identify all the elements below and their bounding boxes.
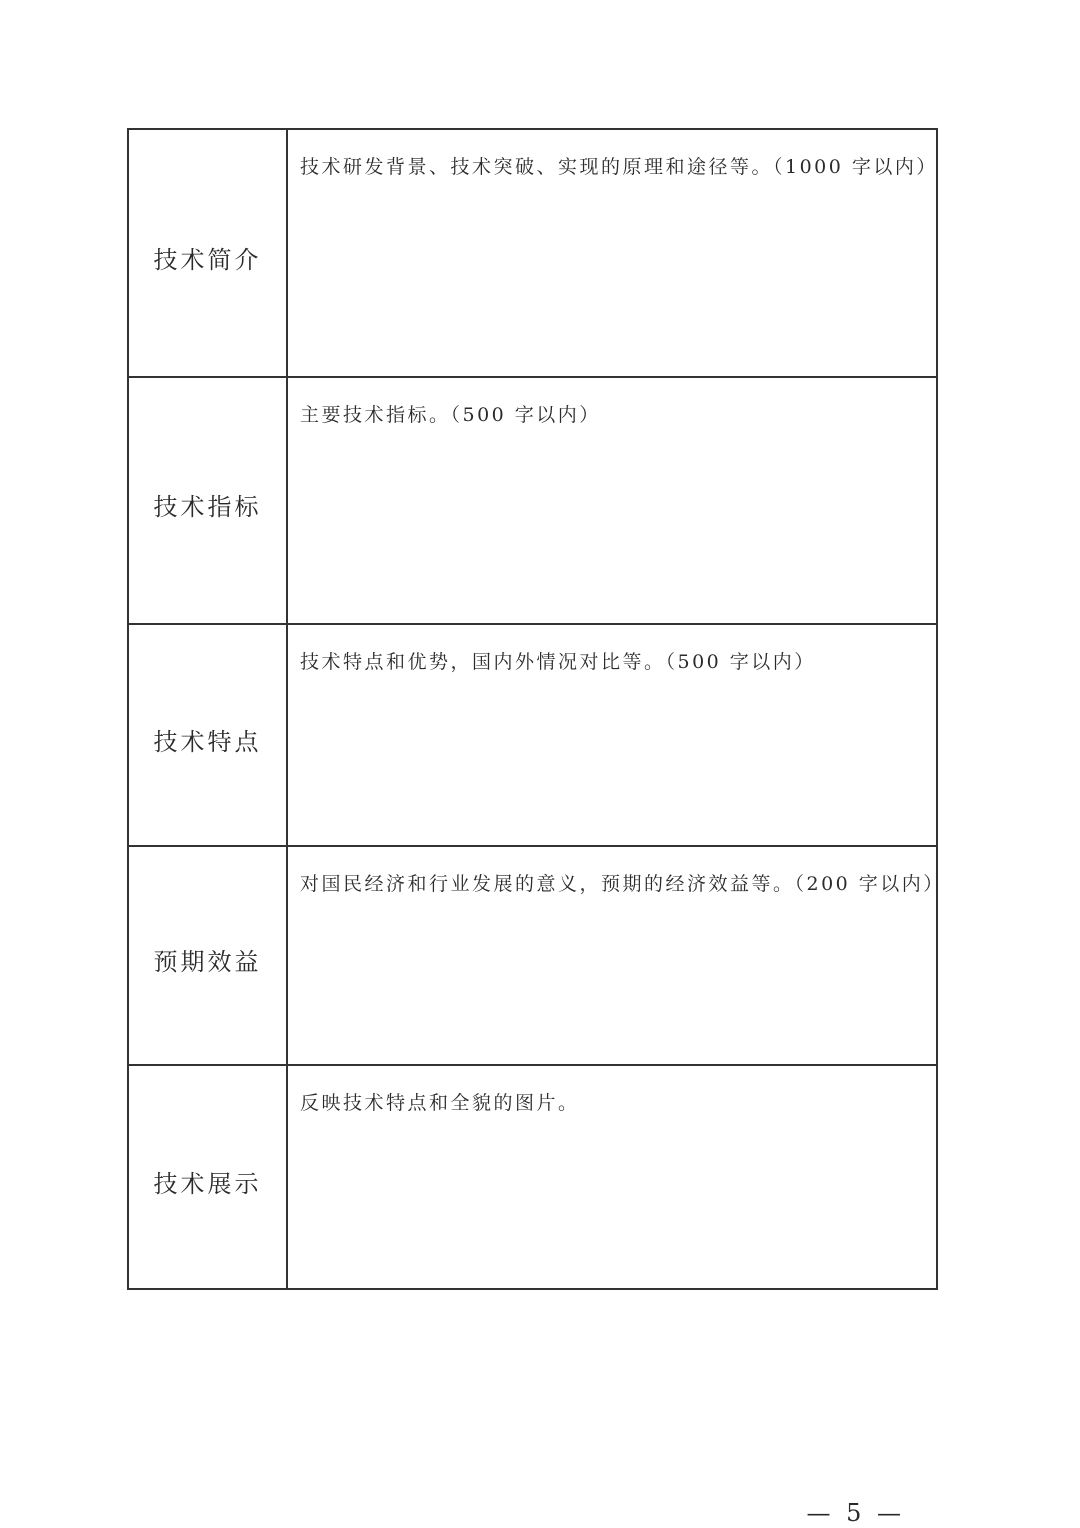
row-hint: 对国民经济和行业发展的意义，预期的经济效益等。（200 字以内） xyxy=(300,873,945,895)
row-label-cell xyxy=(129,625,288,845)
row-hint: 技术特点和优势，国内外情况对比等。（500 字以内） xyxy=(300,651,816,673)
row-label: 技术简介 xyxy=(153,245,262,274)
row-label: 预期效益 xyxy=(153,948,262,976)
page-number: — 5 — xyxy=(806,1499,905,1527)
row-content-cell[interactable] xyxy=(288,847,945,1064)
row-label-cell xyxy=(129,847,288,1064)
row-label-cell xyxy=(129,130,288,376)
row-expected-benefits xyxy=(129,847,945,1066)
row-label: 技术展示 xyxy=(153,1169,262,1198)
row-tech-indicators xyxy=(129,378,936,625)
row-hint: 反映技术特点和全貌的图片。 xyxy=(300,1092,580,1114)
row-label: 技术指标 xyxy=(153,493,262,521)
row-content-cell[interactable] xyxy=(288,625,936,845)
technology-info-table xyxy=(127,128,945,1290)
row-hint: 主要技术指标。（500 字以内） xyxy=(300,404,601,426)
row-content-cell[interactable] xyxy=(288,130,936,376)
row-label-cell xyxy=(129,1066,288,1288)
row-content-cell[interactable] xyxy=(288,1066,936,1288)
row-tech-showcase xyxy=(129,1066,936,1288)
row-content-cell[interactable] xyxy=(288,378,936,623)
row-tech-features xyxy=(129,625,936,847)
row-label-cell xyxy=(129,378,288,623)
row-hint: 技术研发背景、技术突破、实现的原理和途径等。（1000 字以内） xyxy=(300,156,938,178)
row-label: 技术特点 xyxy=(153,727,262,756)
row-tech-intro xyxy=(129,130,936,378)
